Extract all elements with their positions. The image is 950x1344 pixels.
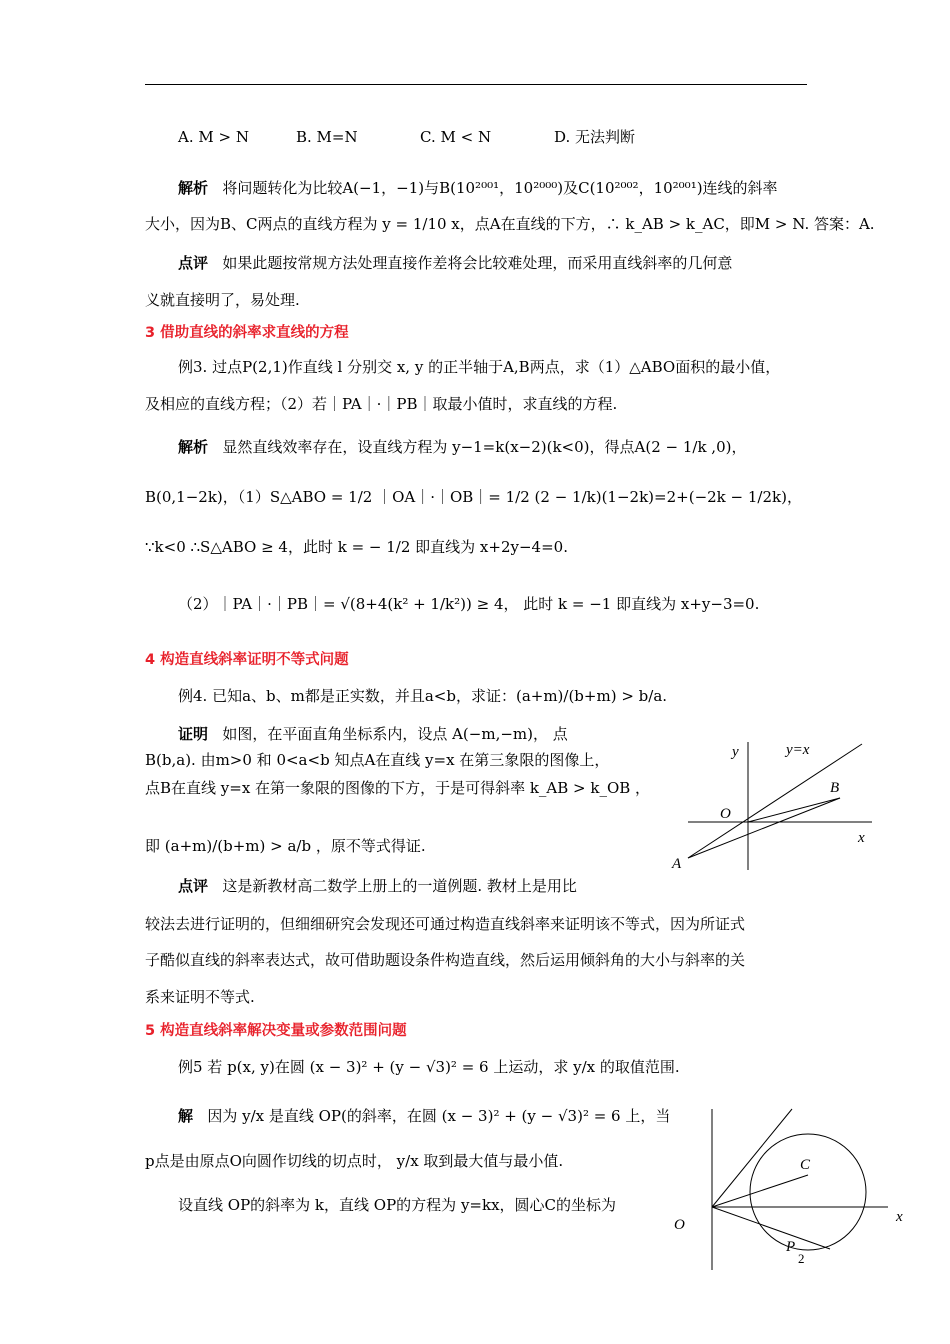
figure1-b-label: B: [830, 780, 840, 796]
solution3-label: 解析: [178, 438, 209, 456]
solution5-text1: 因为 y/x 是直线 OP(的斜率，在圆 (x − 3)² + (y − √3)² = 6 上，当: [207, 1107, 671, 1125]
comment1-text1: 如果此题按常规方法处理直接作差将会比较难处理，而采用直线斜率的几何意: [222, 254, 733, 272]
section3-title: 3 借助直线的斜率求直线的方程: [145, 325, 349, 341]
analysis1-line1: [178, 178, 778, 198]
proof4-line2: B(b,a). 由m>0 和 0<a<b 知点A在直线 y=x 在第三象限的图像上，: [145, 751, 610, 769]
proof4-text1: 如图，在平面直角坐标系内，设点 A(−m,−m)， 点: [222, 725, 568, 743]
analysis1-line2: 大小，因为B、C两点的直线方程为 y = 1/10 x，点A在直线的下方，∴ k_AB > k_AC，即M > N. 答案：A.: [145, 215, 875, 233]
figure1-graph: [660, 730, 880, 880]
comment1-label: 点评: [178, 254, 209, 272]
section5-title: 5 构造直线斜率解决变量或参数范围问题: [145, 1023, 407, 1039]
solution3-text1: 显然直线效率存在，设直线方程为 y−1=k(x−2)(k<0)，得点A(2 − 1/k ,0)，: [222, 438, 747, 456]
solution5-label: 解: [178, 1107, 194, 1125]
figure1-yx-label: y=x: [786, 742, 810, 758]
comment4-line4: 系来证明不等式.: [145, 988, 255, 1006]
proof4-line4: 即 (a+m)/(b+m) > a/b ，原不等式得证.: [145, 837, 426, 855]
figure2-o-label: O: [674, 1217, 685, 1233]
analysis1-text1: 将问题转化为比较A(−1，−1)与B(10²⁰⁰¹，10²⁰⁰⁰)及C(10²⁰⁰²，10²⁰⁰¹)连线的斜率: [222, 179, 778, 197]
option-a: A. M > N: [178, 128, 249, 146]
proof4-label: 证明: [178, 725, 209, 743]
figure2-c-label: C: [800, 1157, 811, 1173]
example3-line1: 例3. 过点P(2,1)作直线 l 分别交 x, y 的正半轴于A,B两点，求（1）△ABO面积的最小值，: [178, 358, 781, 376]
figure2-p-subscript: 2: [798, 1251, 805, 1266]
comment4-label: 点评: [178, 877, 209, 895]
figure2-tangent-lower: [712, 1207, 830, 1249]
proof4-line1: [178, 724, 568, 744]
figure2-x-label: x: [896, 1209, 903, 1225]
solution3-line4: （2）｜PA｜·｜PB｜= √(8+4(k² + 1/k²)) ≥ 4， 此时 k = −1 即直线为 x+y−3=0.: [178, 595, 760, 613]
solution5-line1: [178, 1106, 670, 1126]
comment4-line3: 子酷似直线的斜率表达式，故可借助题设条件构造直线，然后运用倾斜角的大小与斜率的关: [145, 951, 746, 969]
comment4-line1: [178, 876, 577, 896]
figure2-circle: [750, 1134, 866, 1250]
solution3-line1: [178, 437, 746, 457]
proof4-line3: 点B在直线 y=x 在第一象限的图像的下方，于是可得斜率 k_AB > k_OB ，: [145, 779, 651, 797]
figure2-graph: [660, 1105, 910, 1275]
solution3-line2: B(0,1−2k)，（1）S△ABO = 1/2 ｜OA｜·｜OB｜= 1/2 (2 − 1/k)(1−2k)=2+(−2k − 1/2k)，: [145, 488, 802, 506]
solution3-line3: ∵k<0 ∴S△ABO ≥ 4，此时 k = − 1/2 即直线为 x+2y−4=0.: [145, 538, 568, 556]
figure1-x-label: x: [858, 830, 865, 846]
figure1-line-yx: [688, 744, 862, 858]
example5-line1: 例5 若 p(x, y)在圆 (x − 3)² + (y − √3)² = 6 上运动，求 y/x 的取值范围.: [178, 1058, 680, 1076]
option-b: B. M=N: [296, 128, 358, 146]
figure2-p-label: P: [786, 1239, 796, 1255]
example4-line1: 例4. 已知a、b、m都是正实数，并且a<b，求证：(a+m)/(b+m) > b/a.: [178, 687, 668, 705]
header-rule: [145, 84, 807, 85]
solution5-line3: 设直线 OP的斜率为 k，直线 OP的方程为 y=kx，圆心C的坐标为: [178, 1196, 617, 1214]
comment1-line1: [178, 253, 732, 273]
figure1-line-ab: [688, 798, 840, 858]
figure1-y-label: y: [732, 744, 739, 760]
analysis1-label: 解析: [178, 179, 209, 197]
solution5-line2: p点是由原点O向圆作切线的切点时， y/x 取到最大值与最小值.: [145, 1152, 564, 1170]
figure2-line-oc: [712, 1175, 808, 1207]
comment1-line2: 义就直接明了，易处理.: [145, 291, 300, 309]
figure1-o-label: O: [720, 806, 731, 822]
example3-line2: 及相应的直线方程；（2）若｜PA｜·｜PB｜取最小值时，求直线的方程.: [145, 395, 618, 413]
figure2-tangent-upper: [712, 1109, 792, 1207]
option-d: D. 无法判断: [554, 128, 636, 146]
option-c: C. M < N: [420, 128, 492, 146]
comment4-text1: 这是新教材高二数学上册上的一道例题. 教材上是用比: [222, 877, 577, 895]
figure1-a-label: A: [672, 856, 682, 872]
comment4-line2: 较法去进行证明的，但细细研究会发现还可通过构造直线斜率来证明该不等式，因为所证式: [145, 915, 746, 933]
section4-title: 4 构造直线斜率证明不等式问题: [145, 652, 349, 668]
